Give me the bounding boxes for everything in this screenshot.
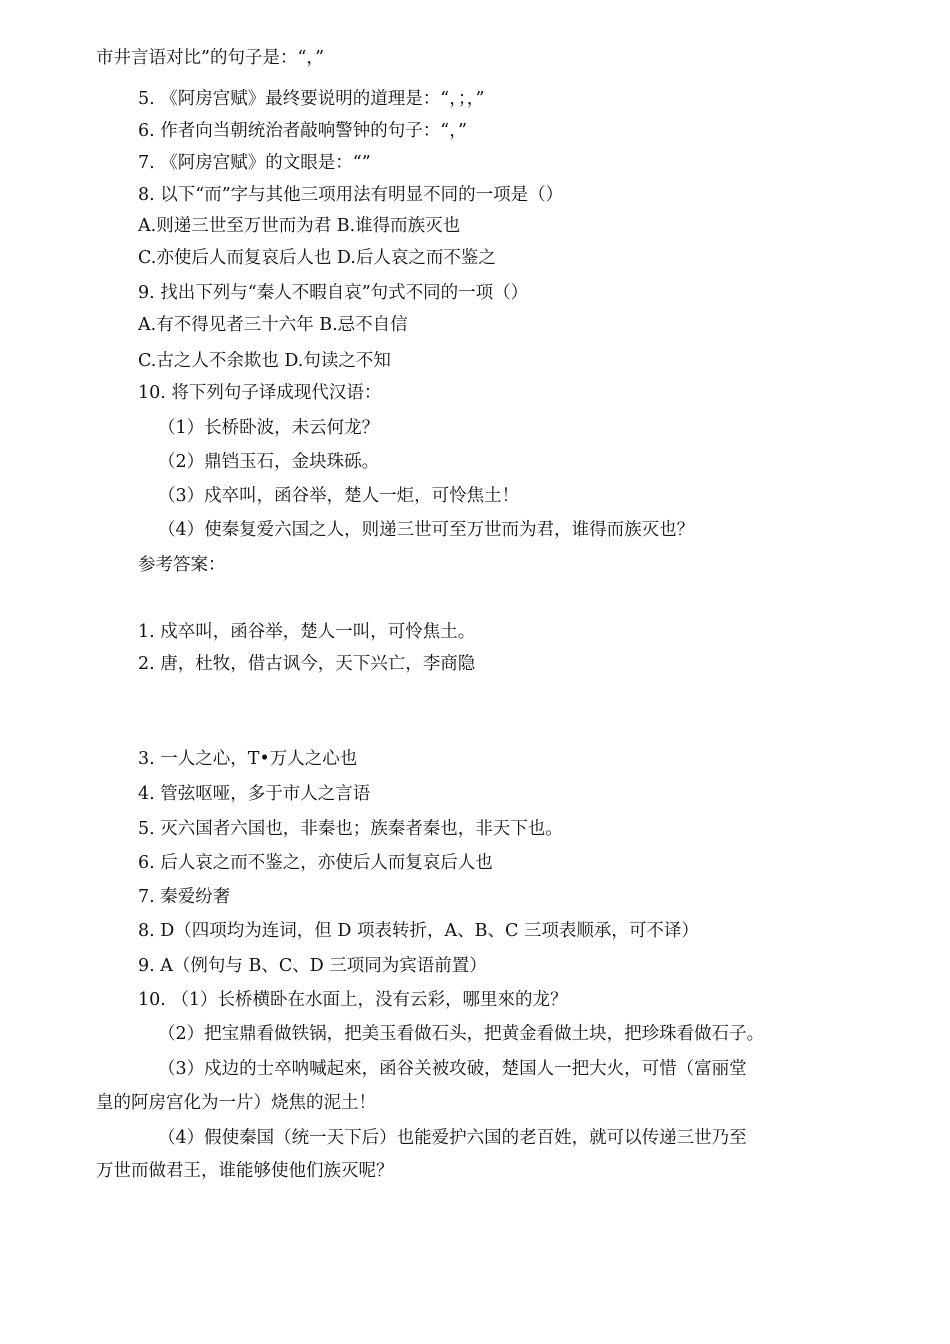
answer-line: 10. （1）长桥横卧在水面上，没有云彩，哪里來的龙？ — [138, 990, 568, 1010]
options-line: C.古之人不余欺也 D.句读之不知 — [138, 351, 391, 371]
options-line: A.有不得见者三十六年 B.忌不自信 — [138, 315, 408, 335]
text-line: （1）长桥卧波，未云何龙？ — [158, 418, 380, 438]
answer-line: （4）假使秦国（统一天下后）也能爱护六国的老百姓，就可以传递三世乃至 — [158, 1128, 747, 1148]
answer-line: （2）把宝鼎看做铁锅，把美玉看做石头，把黄金看做土块，把珍珠看做石子。 — [158, 1024, 765, 1044]
question-9: 9. 找出下列与“秦人不暇自哀”句式不同的一项（） — [138, 283, 529, 303]
answer-line: 8. D（四项均为连词，但 D 项表转折，A、B、C 三项表顺承，可不译） — [138, 921, 699, 941]
answer-line: 6. 后人哀之而不鉴之，亦使后人而复哀后人也 — [138, 853, 493, 873]
text-line: （2）鼎铛玉石，金块珠砾。 — [158, 452, 380, 472]
answer-line: 万世而做君王，谁能够使他们族灭呢？ — [96, 1161, 394, 1181]
answer-line: 2. 唐，杜牧，借古讽今，天下兴亡，李商隐 — [138, 654, 476, 674]
answer-line: 皇的阿房宫化为一片）烧焦的泥土！ — [96, 1093, 376, 1113]
text-line: 5. 《阿房宫赋》最终要说明的道理是：“，；，” — [138, 89, 485, 109]
answer-line: 9. A（例句与 B、C、D 三项同为宾语前置） — [138, 956, 487, 976]
answer-line: 3. 一人之心，T•万人之心也 — [138, 749, 358, 769]
answer-line: 5. 灭六国者六国也，非秦也；族秦者秦也，非天下也。 — [138, 819, 563, 839]
text-line: （4）使秦复爱六国之人，则递三世可至万世而为君，谁得而族灭也？ — [158, 520, 695, 540]
text-line: 7. 《阿房宫赋》的文眼是：“” — [138, 153, 371, 173]
options-line: A.则递三世至万世而为君 B.谁得而族灭也 — [138, 216, 461, 236]
text-line: （3）戍卒叫，函谷举，楚人一炬，可怜焦土！ — [158, 486, 520, 506]
answer-line: 1. 戍卒叫，函谷举，楚人一叫，可怜焦土。 — [138, 622, 476, 642]
options-line: C.亦使后人而复哀后人也 D.后人哀之而不鉴之 — [138, 248, 496, 268]
text-line: 市井言语对比”的句子是：“，” — [96, 48, 325, 68]
text-line: 6. 作者向当朝统治者敲响警钟的句子：“，” — [138, 121, 467, 141]
answers-heading: 参考答案： — [138, 555, 226, 575]
answer-line: （3）戍边的士卒呐喊起來，函谷关被攻破，楚国人一把大火，可惜（富丽堂 — [158, 1059, 747, 1079]
answer-line: 4. 管弦呕哑，多于市人之言语 — [138, 784, 371, 804]
question-8: 8. 以下“而”字与其他三项用法有明显不同的一项是（） — [138, 185, 564, 205]
question-10: 10. 将下列句子译成现代汉语： — [138, 383, 382, 403]
answer-line: 7. 秦爱纷奢 — [138, 887, 231, 907]
